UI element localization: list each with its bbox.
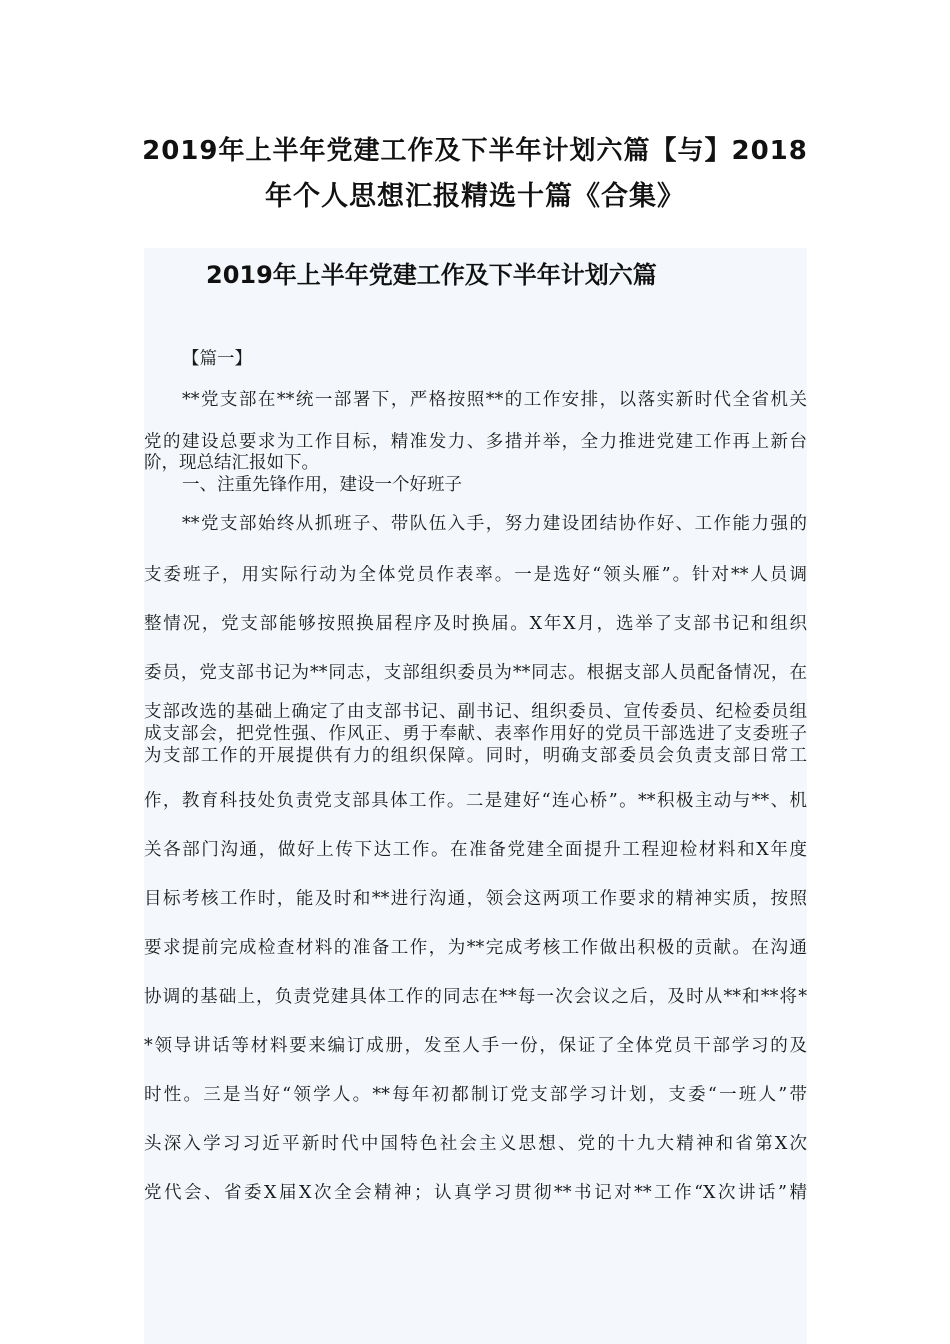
main-title-line-2: 年个人思想汇报精选十篇《合集》 <box>265 181 685 212</box>
body-line: 委员，党支部书记为**同志，支部组织委员为**同志。根据支部人员配备情况，在 <box>144 663 807 683</box>
body-heading: 一、注重先锋作用，建设一个好班子 <box>182 475 462 495</box>
body-line: 关各部门沟通，做好上传下达工作。在准备党建全面提升工程迎检材料和X年度 <box>144 840 807 860</box>
main-title-line-1: 2019年上半年党建工作及下半年计划六篇【与】2018 <box>142 136 808 166</box>
body-line: 头深入学习习近平新时代中国特色社会主义思想、党的十九大精神和省第X次 <box>144 1134 807 1154</box>
body-line: 作，教育科技处负责党支部具体工作。二是建好“连心桥”。**积极主动与**、机 <box>144 791 807 811</box>
body-line: 党代会、省委X届X次全会精神；认真学习贯彻**书记对**工作“X次讲话”精 <box>144 1183 807 1203</box>
body-line: 党的建设总要求为工作目标，精准发力、多措并举，全力推进党建工作再上新台 <box>144 432 807 452</box>
section-label: 【篇一】 <box>182 349 252 369</box>
document-main-title <box>140 128 810 220</box>
body-line: 时性。三是当好“领学人。**每年初都制订党支部学习计划，支委“一班人”带 <box>144 1085 807 1105</box>
body-line: 为支部工作的开展提供有力的组织保障。同时，明确支部委员会负责支部日常工 <box>144 746 807 766</box>
body-line: *领导讲话等材料要来编订成册，发至人手一份，保证了全体党员干部学习的及 <box>144 1036 807 1056</box>
body-line: 协调的基础上，负责党建具体工作的同志在**每一次会议之后，及时从**和**将* <box>144 987 807 1007</box>
body-line: 阶，现总结汇报如下。 <box>144 453 319 473</box>
body-line: 整情况，党支部能够按照换届程序及时换届。X年X月，选举了支部书记和组织 <box>144 614 807 634</box>
body-line: 支委班子，用实际行动为全体党员作表率。一是选好“领头雁”。针对**人员调 <box>144 565 807 585</box>
body-line: **党支部在**统一部署下，严格按照**的工作安排，以落实新时代全省机关 <box>182 390 807 410</box>
section-title: 2019年上半年党建工作及下半年计划六篇 <box>206 261 657 289</box>
document-body <box>144 248 807 1344</box>
body-line: 目标考核工作时，能及时和**进行沟通，领会这两项工作要求的精神实质，按照 <box>144 889 807 909</box>
body-line: **党支部始终从抓班子、带队伍入手，努力建设团结协作好、工作能力强的 <box>182 514 807 534</box>
body-line: 支部改选的基础上确定了由支部书记、副书记、组织委员、宣传委员、纪检委员组 <box>144 702 807 722</box>
body-line: 要求提前完成检查材料的准备工作，为**完成考核工作做出积极的贡献。在沟通 <box>144 938 807 958</box>
body-line: 成支部会，把党性强、作风正、勇于奉献、表率作用好的党员干部选进了支委班子 <box>144 724 807 744</box>
